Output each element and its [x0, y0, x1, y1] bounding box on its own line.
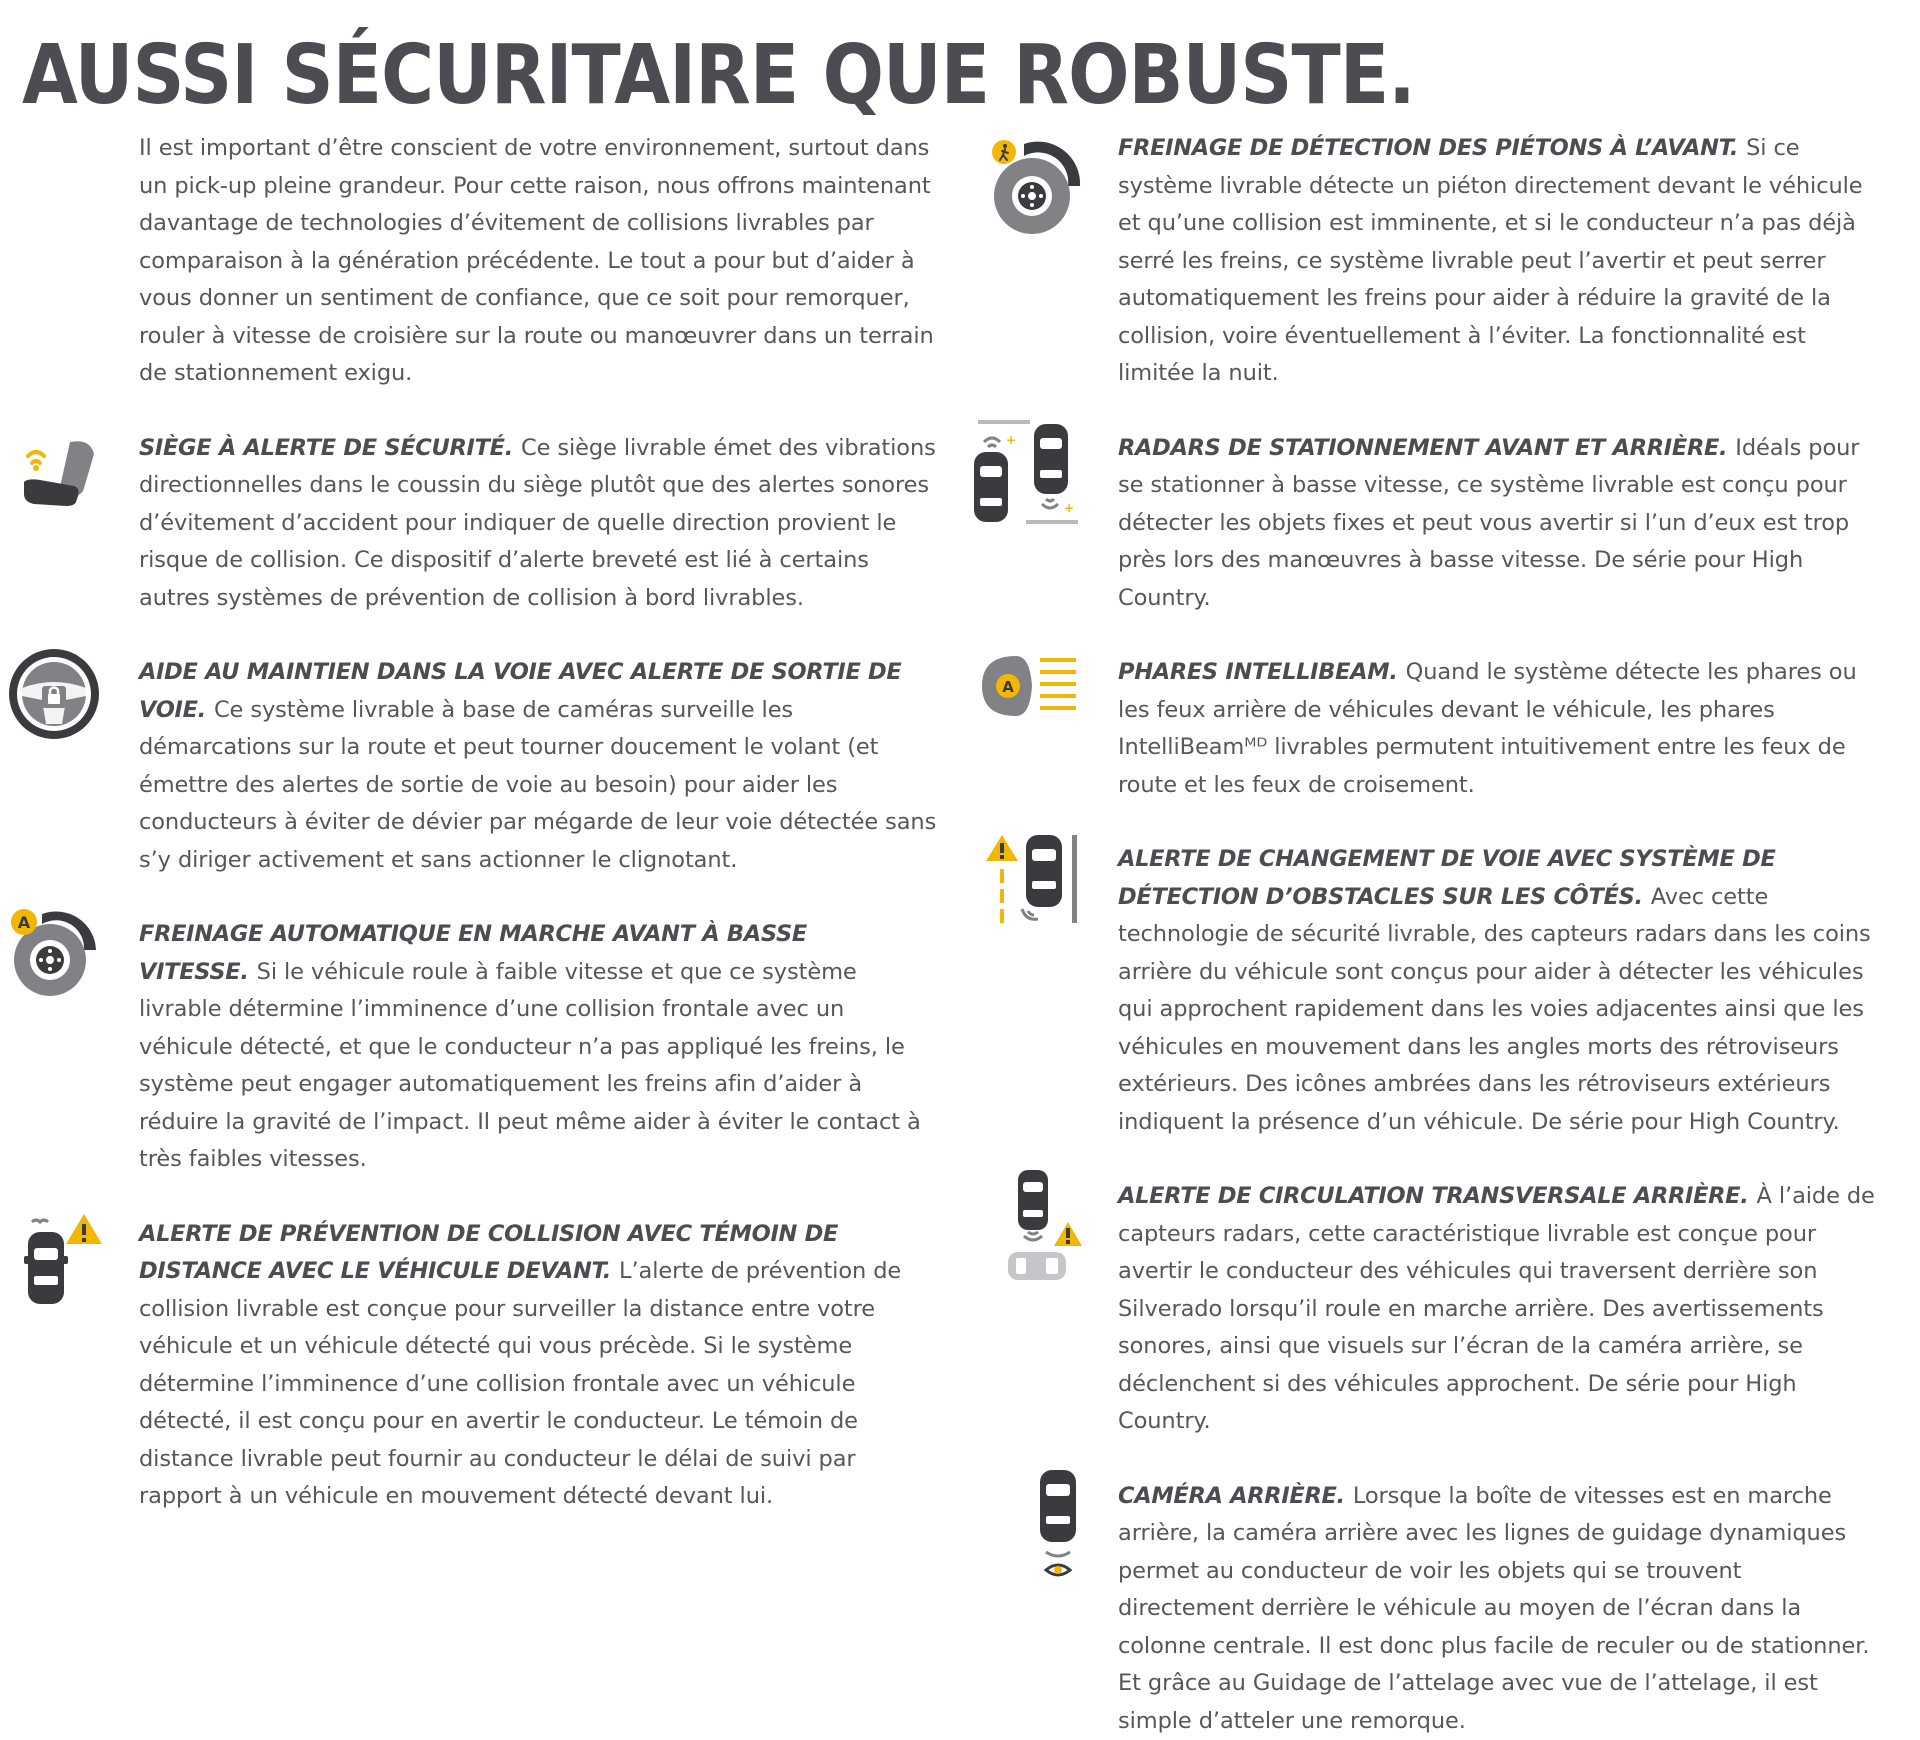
- intellibeam-headlamp-icon: [978, 646, 1082, 726]
- feature-body: À l’aide de capteurs radars, cette caractéristique livrable est conçue pour avertir le conducteur des véhicules qui traversent derrière son Silverado lorsqu’il roule en marche arrière. Des avertissements sonores, ainsi que visuels sur l’écran de la caméra arrière, se déclenchent si des véhicules approchent. De série pour High Country.: [1118, 1183, 1875, 1434]
- page-title: AUSSI SÉCURITAIRE QUE ROBUSTE.: [22, 28, 1415, 124]
- lane-keep-steering-wheel-icon: [6, 646, 102, 742]
- feature-heading: FREINAGE AUTOMATIQUE EN MARCHE AVANT À BASSE VITESSE.: [139, 921, 807, 985]
- feature-text: [1118, 1478, 1876, 1740]
- feature-park-assist: [960, 430, 1920, 618]
- feature-text: [1118, 130, 1876, 393]
- feature-heading: PHARES INTELLIBEAM.: [1118, 659, 1398, 685]
- rear-cross-traffic-icon: [1006, 1166, 1086, 1282]
- feature-body: Idéals pour se stationner à basse vitesse, ce système livrable est conçu pour détecter les objets fixes et peut vous avertir si l’un d’eux est trop près lors des manœuvres à basse vitesse. De série pour High Country.: [1118, 435, 1859, 611]
- feature-body: Avec cette technologie de sécurité livrable, des capteurs radars dans les coins arrière du véhicule sont conçus pour aider à détecter les véhicules qui approchent rapidement dans les voies adjacentes ainsi que les véhicules en mouvement dans les angles morts des rétroviseurs extérieurs. Des icônes ambrées dans les rétroviseurs extérieurs indiquent la présence d’un véhicule. De série pour High Country.: [1118, 884, 1871, 1135]
- forward-collision-alert-icon: [22, 1210, 106, 1306]
- feature-heading: RADARS DE STATIONNEMENT AVANT ET ARRIÈRE.: [1118, 435, 1727, 461]
- park-assist-icon: [970, 416, 1080, 532]
- feature-pedestrian-braking: [960, 130, 1920, 393]
- feature-heading: ALERTE DE CIRCULATION TRANSVERSALE ARRIÈRE.: [1118, 1183, 1749, 1209]
- feature-lane-keep: [0, 654, 945, 879]
- feature-text: [139, 430, 939, 618]
- auto-brake-icon: [6, 906, 102, 1002]
- feature-body: Si le véhicule roule à faible vitesse et que ce système livrable détermine l’imminence d’une collision frontale avec un véhicule détecté, et que le conducteur n’a pas appliqué les freins, le système peut engager automatiquement les freins afin d’aider à réduire la gravité de l’impact. Il peut même aider à éviter le contact à très faibles vitesses.: [139, 959, 921, 1173]
- feature-rear-camera: [960, 1478, 1920, 1740]
- feature-text: [139, 654, 939, 879]
- lane-change-alert-icon: [986, 831, 1082, 931]
- feature-forward-collision: [0, 1216, 945, 1516]
- feature-auto-brake: [0, 916, 945, 1179]
- feature-rear-cross-traffic: [960, 1178, 1920, 1441]
- left-column: [0, 130, 945, 1516]
- feature-body: Ce siège livrable émet des vibrations directionnelles dans le coussin du siège plutôt que des alertes sonores d’évitement d’accident pour indiquer de quelle direction provient le risque de collision. Ce dispositif d’alerte breveté est lié à certains autres systèmes de prévention de collision à bord livrables.: [139, 435, 936, 611]
- feature-text: [139, 916, 939, 1179]
- feature-heading: SIÈGE À ALERTE DE SÉCURITÉ.: [139, 435, 513, 461]
- feature-body: Lorsque la boîte de vitesses est en marche arrière, la caméra arrière avec les lignes de guidage dynamiques permet au conducteur de voir les objets qui se trouvent directement derrière le véhicule au moyen de l’écran dans la colonne centrale. Il est donc plus facile de reculer ou de stationner. Et grâce au Guidage de l’attelage avec vue de l’attelage, il est simple d’atteler une remorque.: [1118, 1483, 1869, 1734]
- intro-paragraph: Il est important d’être conscient de votre environnement, surtout dans un pick-up pleine grandeur. Pour cette raison, nous offrons maintenant davantage de technologies d’évitement de collisions livrables par comparaison à la génération précédente. Le tout a pour but d’aider à vous donner un sentiment de confiance, que ce soit pour remorquer, rouler à vitesse de croisière sur la route ou manœuvrer dans un terrain de stationnement exigu.: [139, 130, 939, 393]
- rear-camera-icon: [1034, 1466, 1084, 1582]
- svg-text:A: A: [18, 913, 31, 932]
- pedestrian-braking-icon: [988, 140, 1084, 236]
- svg-text:+: +: [1006, 433, 1016, 447]
- feature-body: Ce système livrable à base de caméras surveille les démarcations sur la route et peut tourner doucement le volant (et émettre des alertes de sortie de voie au besoin) pour aider les conducteurs à éviter de dévier par mégarde de leur voie détectée sans s’y diriger activement et sans actionner le clignotant.: [139, 697, 936, 873]
- right-column: [960, 130, 1920, 1740]
- feature-heading: ALERTE DE PRÉVENTION DE COLLISION AVEC TÉMOIN DE DISTANCE AVEC LE VÉHICULE DEVANT.: [139, 1221, 838, 1285]
- feature-lane-change-alert: [960, 841, 1920, 1141]
- safety-alert-seat-icon: [20, 434, 100, 514]
- svg-text:A: A: [1002, 678, 1014, 696]
- feature-heading: CAMÉRA ARRIÈRE.: [1118, 1483, 1345, 1509]
- feature-body: Si ce système livrable détecte un piéton directement devant le véhicule et qu’une collision est imminente, et si le conducteur n’a pas déjà serré les freins, ce système livrable peut l’avertir et peut serrer automatiquement les freins pour aider à réduire la gravité de la collision, voire éventuellement à l’éviter. La fonctionnalité est limitée la nuit.: [1118, 135, 1863, 386]
- feature-text: [1118, 654, 1876, 804]
- feature-safety-alert-seat: [0, 430, 945, 618]
- feature-body: L’alerte de prévention de collision livrable est conçue pour surveiller la distance entre votre véhicule et un véhicule détecté qui vous précède. Si le système détermine l’imminence d’une collision frontale avec un véhicule détecté, il est conçu pour en avertir le conducteur. Le témoin de distance livrable peut fournir au conducteur le délai de suivi par rapport à un véhicule en mouvement détecté devant lui.: [139, 1258, 901, 1509]
- feature-text: [1118, 430, 1876, 618]
- feature-heading: ALERTE DE CHANGEMENT DE VOIE AVEC SYSTÈME DE DÉTECTION D’OBSTACLES SUR LES CÔTÉS.: [1118, 846, 1776, 910]
- feature-intellibeam: [960, 654, 1920, 804]
- intro-block: [0, 130, 945, 393]
- feature-text: [1118, 1178, 1876, 1441]
- feature-heading: FREINAGE DE DÉTECTION DES PIÉTONS À L’AVANT.: [1118, 135, 1738, 161]
- feature-text: [139, 1216, 939, 1516]
- feature-heading: AIDE AU MAINTIEN DANS LA VOIE AVEC ALERTE DE SORTIE DE VOIE.: [139, 659, 902, 723]
- svg-text:+: +: [1064, 501, 1074, 515]
- feature-text: [1118, 841, 1876, 1141]
- feature-body: Quand le système détecte les phares ou les feux arrière de véhicules devant le véhicule, les phares IntelliBeamᴹᴰ livrables permutent intuitivement entre les feux de route et les feux de croisement.: [1118, 659, 1857, 798]
